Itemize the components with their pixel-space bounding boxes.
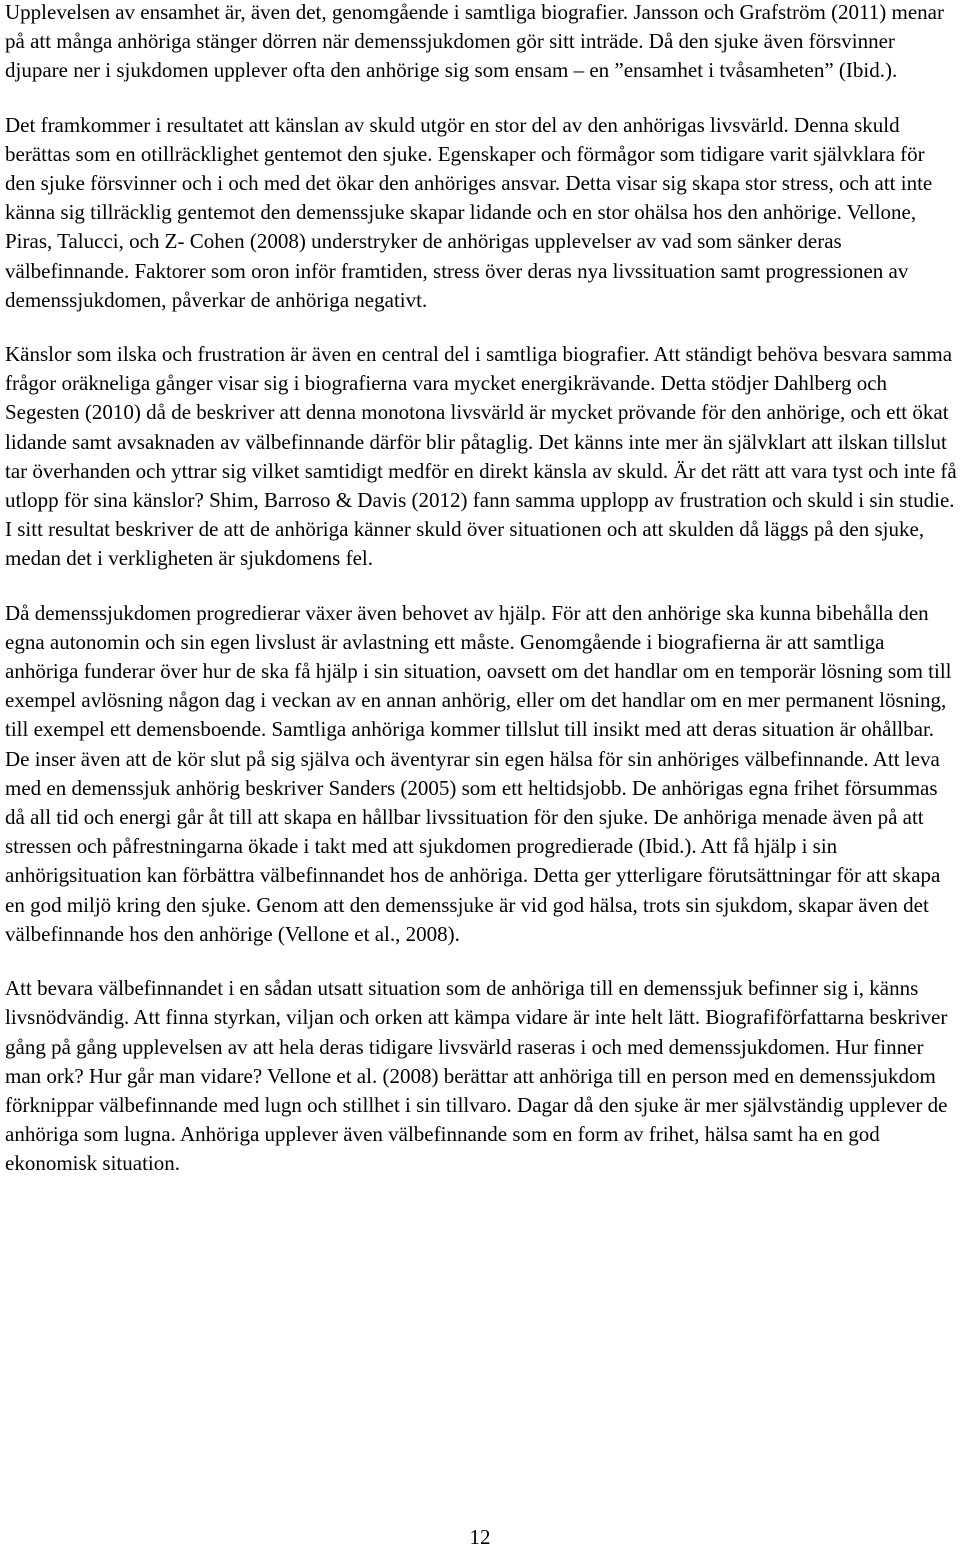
page-number: 12 xyxy=(469,1525,491,1549)
body-text xyxy=(5,0,957,1204)
paragraph-need-for-help: Då demenssjukdomen progredierar växer även behovet av hjälp. För att den anhörige ska kunna bibehålla den egna autonomin och sin egen livslust är avlastning ett måste. Genomgående i biografierna är att samtliga anhöriga funderar över hur de ska få hjälp i sin situation, oavsett om det handlar om en temporär lösning som till exempel avlösning någon dag i veckan av en annan anhörig, eller om det handlar om en mer permanent lösning, till exempel ett demensboende. Samtliga anhöriga kommer tillslut till insikt med att deras situation är ohållbar. De inser även att de kör slut på sig själva och äventyrar sin egen hälsa för sin anhöriges välbefinnande. Att leva med en demenssjuk anhörig beskriver Sanders (2005) som ett heltidsjobb. De anhörigas egna frihet försummas då all tid och energi går åt till att skapa en hållbar livssituation för den sjuke. De anhöriga menade även på att stressen och påfrestningarna ökade i takt med att sjukdomen progredierade (Ibid.). Att få hjälp i sin anhörigsituation kan förbättra välbefinnandet hos de anhöriga. Detta ger ytterligare förutsättningar för att skapa en god miljö kring den sjuke. Genom att den demenssjuke är vid god hälsa, trots sin sjukdom, skapar även det välbefinnande hos den anhörige (Vellone et al., 2008). xyxy=(5,600,952,946)
paragraph-guilt: Det framkommer i resultatet att känslan av skuld utgör en stor del av den anhörigas livsvärld. Denna skuld berättas som en otillräcklighet gentemot den sjuke. Egenskaper och förmågor som tidigare varit självklara för den sjuke försvinner och i och med det ökar den anhöriges ansvar. Detta visar sig skapa stor stress, och att inte känna sig tillräcklig gentemot den demenssjuke skapar lidande och en stor ohälsa hos den anhörige. Vellone, Piras, Talucci, och Z- Cohen (2008) understryker de anhörigas upplevelser av vad som sänker deras välbefinnande. Faktorer som oron inför framtiden, stress över deras nya livssituation samt progressionen av demenssjukdomen, påverkar de anhöriga negativt. xyxy=(5,112,933,312)
paragraph-wellbeing: Att bevara välbefinnandet i en sådan utsatt situation som de anhöriga till en demenssjuk befinner sig i, känns livsnödvändig. Att finna styrkan, viljan och orken att kämpa vidare är inte helt lätt. Biografiförfattarna beskriver gång på gång upplevelsen av att hela deras tidigare livsvärld raseras i och med demenssjukdomen. Hur finner man ork? Hur går man vidare? Vellone et al. (2008) berättar att anhöriga till en person med en demenssjukdom förknippar välbefinnande med lugn och stillhet i sin tillvaro. Dagar då den sjuke är mer självständig upplever de anhöriga som lugna. Anhöriga upplever även välbefinnande som en form av frihet, hälsa samt ha en god ekonomisk situation. xyxy=(5,976,948,1176)
paragraph-anger-frustration: Känslor som ilska och frustration är även en central del i samtliga biografier. Att ständigt behöva besvara samma frågor oräkneliga gånger visar sig i biografierna vara mycket energikrävande. Detta stödjer Dahlberg och Segesten (2010) då de beskriver att denna monotona livsvärld är mycket prövande för den anhörige, och ett ökat lidande samt avsaknaden av välbefinnande därför blir påtaglig. Det känns inte mer än självklart att ilskan tillslut tar överhanden och yttrar sig vilket samtidigt medför en direkt känsla av skuld. Är det rätt att vara tyst och inte få utlopp för sina känslor? Shim, Barroso & Davis (2012) fann samma upplopp av frustration och skuld i sin studie. I sitt resultat beskriver de att de anhöriga känner skuld över situationen och att skulden då läggs på den sjuke, medan det i verkligheten är sjukdomens fel. xyxy=(5,342,957,571)
paragraph-loneliness: Upplevelsen av ensamhet är, även det, genomgående i samtliga biografier. Jansson och Grafström (2011) menar på att många anhöriga stänger dörren när demenssjukdomen gör sitt inträde. Då den sjuke även försvinner djupare ner i sjukdomen upplever ofta den anhörige sig som ensam – en ”ensamhet i tvåsamheten” (Ibid.). xyxy=(5,0,944,83)
